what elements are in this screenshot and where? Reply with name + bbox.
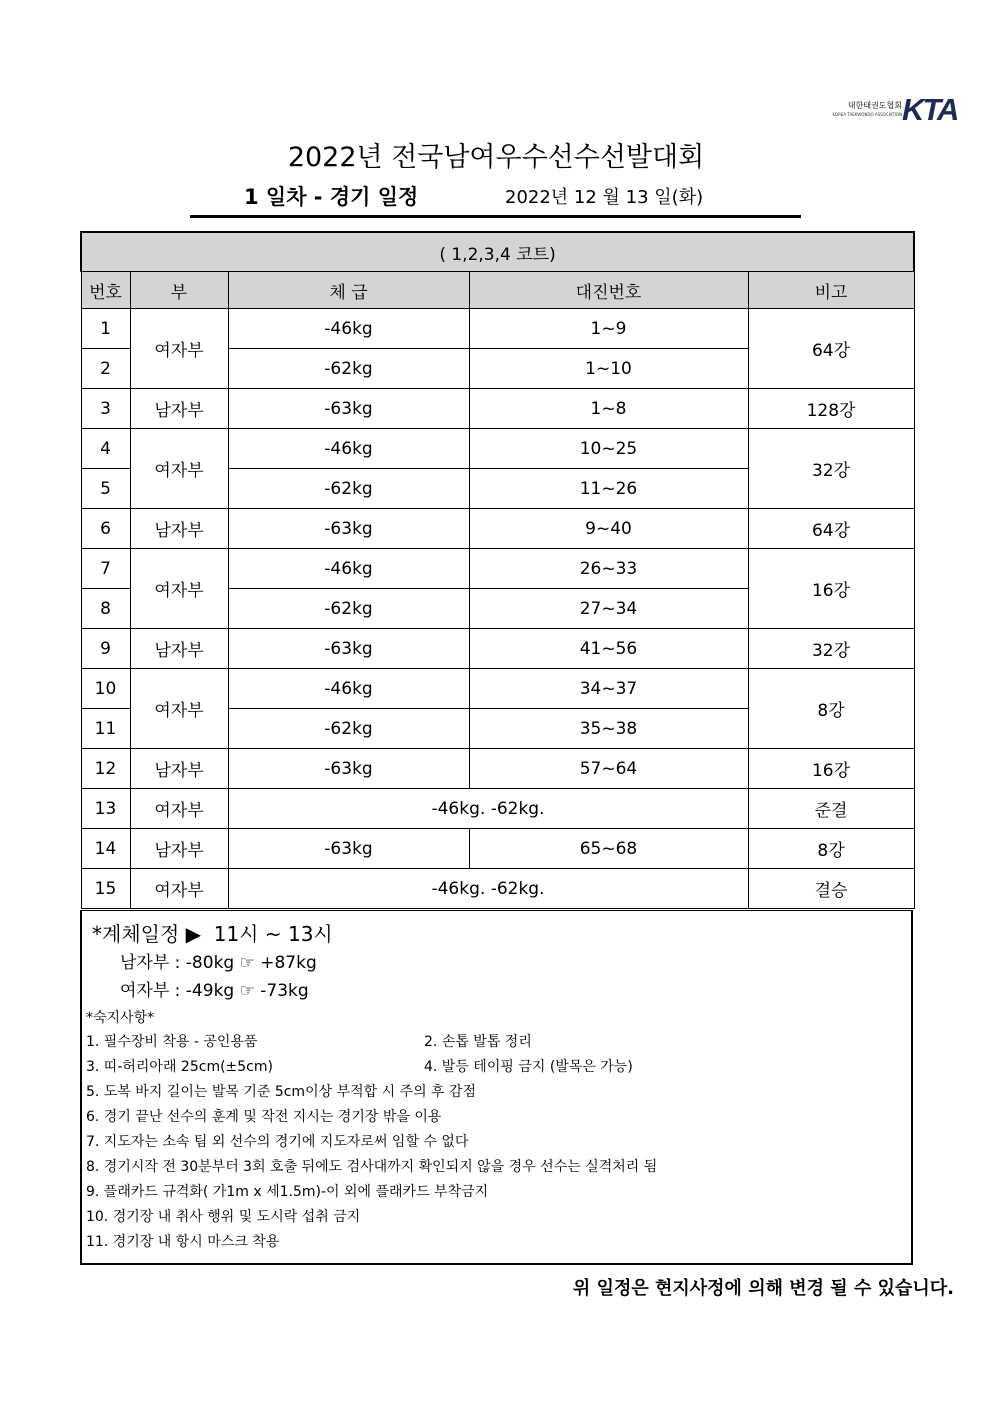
table-row <box>81 309 914 349</box>
header-division: 부 <box>130 272 228 309</box>
table-row <box>81 389 914 429</box>
cell-weight: -46kg <box>228 429 469 469</box>
cell-note: 64강 <box>748 509 914 549</box>
notice-item: 4. 발등 테이핑 금지 (발목은 가능) <box>424 1059 633 1075</box>
cell-no: 5 <box>81 469 130 509</box>
cell-division: 여자부 <box>130 669 228 749</box>
cell-note: 16강 <box>748 749 914 789</box>
cell-weight: -46kg <box>228 549 469 589</box>
cell-weight: -63kg <box>228 629 469 669</box>
cell-division: 남자부 <box>130 509 228 549</box>
notice-item: 6. 경기 끝난 선수의 훈계 및 작전 지시는 경기장 밖을 이용 <box>86 1109 442 1125</box>
cell-note: 32강 <box>748 629 914 669</box>
cell-division: 여자부 <box>130 309 228 389</box>
kta-logo <box>832 92 958 127</box>
cell-bracket: 1~9 <box>469 309 748 349</box>
cell-weight: -62kg <box>228 709 469 749</box>
cell-no: 3 <box>81 389 130 429</box>
weigh-in-title: *계체일정 ▶ 11시 ~ 13시 <box>92 922 333 946</box>
cell-weight: -63kg <box>228 749 469 789</box>
cell-note: 64강 <box>748 309 914 389</box>
cell-bracket: 1~8 <box>469 389 748 429</box>
notice-item: 10. 경기장 내 취사 행위 및 도시락 섭취 금지 <box>86 1209 361 1225</box>
cell-bracket: 35~38 <box>469 709 748 749</box>
cell-no: 9 <box>81 629 130 669</box>
logo-org-name: 대한태권도협회 <box>847 101 902 110</box>
cell-note: 준결 <box>748 789 914 829</box>
subtitle: 1 일차 - 경기 일정 <box>244 185 419 209</box>
table-row <box>81 829 914 869</box>
cell-note: 8강 <box>748 669 914 749</box>
table-row <box>81 549 914 589</box>
header-weight: 체 급 <box>228 272 469 309</box>
cell-no: 7 <box>81 549 130 589</box>
cell-division: 남자부 <box>130 829 228 869</box>
notice-item: 11. 경기장 내 항시 마스크 착용 <box>86 1234 280 1250</box>
cell-division: 여자부 <box>130 429 228 509</box>
notice-item: 5. 도복 바지 길이는 발목 기준 5cm이상 부적합 시 주의 후 감점 <box>86 1084 477 1100</box>
table-row <box>81 789 914 829</box>
cell-weight: -62kg <box>228 589 469 629</box>
table-row <box>81 429 914 469</box>
header-row <box>81 272 914 309</box>
header-bracket: 대진번호 <box>469 272 748 309</box>
cell-no: 2 <box>81 349 130 389</box>
cell-division: 여자부 <box>130 869 228 909</box>
cell-no: 1 <box>81 309 130 349</box>
table-row <box>81 749 914 789</box>
cell-no: 15 <box>81 869 130 909</box>
notice-item: 9. 플래카드 규격화( 가1m x 세1.5m)-이 외에 플래카드 부착금지 <box>86 1184 489 1200</box>
cell-no: 10 <box>81 669 130 709</box>
notice-item: 1. 필수장비 착용 - 공인용품 <box>86 1034 258 1050</box>
cell-weight: -62kg <box>228 469 469 509</box>
cell-division: 남자부 <box>130 389 228 429</box>
notice-item: 7. 지도자는 소속 팀 외 선수의 경기에 지도자로써 임할 수 없다 <box>86 1134 469 1150</box>
cell-note: 16강 <box>748 549 914 629</box>
cell-bracket: 27~34 <box>469 589 748 629</box>
cell-division: 남자부 <box>130 629 228 669</box>
court-row <box>81 232 914 272</box>
table-row <box>81 669 914 709</box>
notice-item: 3. 띠-허리아래 25cm(±5cm) <box>86 1059 273 1075</box>
cell-bracket: 41~56 <box>469 629 748 669</box>
cell-weight: -63kg <box>228 829 469 869</box>
cell-division: 남자부 <box>130 749 228 789</box>
notices-title: *숙지사항* <box>86 1010 155 1026</box>
cell-note: 128강 <box>748 389 914 429</box>
cell-weight: -46kg. -62kg. <box>228 789 748 829</box>
cell-no: 8 <box>81 589 130 629</box>
cell-bracket: 57~64 <box>469 749 748 789</box>
cell-division: 여자부 <box>130 549 228 629</box>
event-date: 2022년 12 월 13 일(화) <box>505 187 704 208</box>
notice-item: 2. 손톱 발톱 정리 <box>424 1034 532 1050</box>
cell-bracket: 9~40 <box>469 509 748 549</box>
header-no: 번호 <box>81 272 130 309</box>
logo-org-name-en: KOREA TAEKWONDO ASSOCIATION <box>832 112 902 117</box>
cell-weight: -46kg <box>228 669 469 709</box>
cell-no: 13 <box>81 789 130 829</box>
cell-bracket: 65~68 <box>469 829 748 869</box>
cell-bracket: 11~26 <box>469 469 748 509</box>
logo-mark: KTA <box>902 92 958 127</box>
cell-note: 32강 <box>748 429 914 509</box>
notice-item: 8. 경기시작 전 30분부터 3회 호출 뒤에도 검사대까지 확인되지 않을 경우 선수는 실격처리 됨 <box>86 1159 658 1175</box>
weigh-in-men: 남자부 : -80kg ☞ +87kg <box>120 953 317 973</box>
weigh-in-women: 여자부 : -49kg ☞ -73kg <box>120 981 309 1001</box>
notes-box <box>80 910 913 1265</box>
subtitle-bar <box>190 183 801 218</box>
cell-bracket: 10~25 <box>469 429 748 469</box>
cell-weight: -63kg <box>228 389 469 429</box>
cell-no: 14 <box>81 829 130 869</box>
cell-weight: -46kg. -62kg. <box>228 869 748 909</box>
page-title: 2022년 전국남여우수선수선발대회 <box>287 142 705 173</box>
cell-no: 6 <box>81 509 130 549</box>
header-note: 비고 <box>748 272 914 309</box>
cell-no: 4 <box>81 429 130 469</box>
cell-note: 8강 <box>748 829 914 869</box>
cell-bracket: 1~10 <box>469 349 748 389</box>
cell-bracket: 26~33 <box>469 549 748 589</box>
cell-weight: -63kg <box>228 509 469 549</box>
table-row <box>81 509 914 549</box>
cell-no: 11 <box>81 709 130 749</box>
schedule-table <box>80 231 915 909</box>
table-row <box>81 869 914 909</box>
cell-bracket: 34~37 <box>469 669 748 709</box>
cell-no: 12 <box>81 749 130 789</box>
court-label: ( 1,2,3,4 코트) <box>81 232 914 272</box>
cell-note: 결승 <box>748 869 914 909</box>
cell-weight: -46kg <box>228 309 469 349</box>
table-row <box>81 629 914 669</box>
cell-division: 여자부 <box>130 789 228 829</box>
footer-note: 위 일정은 현지사정에 의해 변경 될 수 있습니다. <box>572 1278 954 1299</box>
cell-weight: -62kg <box>228 349 469 389</box>
